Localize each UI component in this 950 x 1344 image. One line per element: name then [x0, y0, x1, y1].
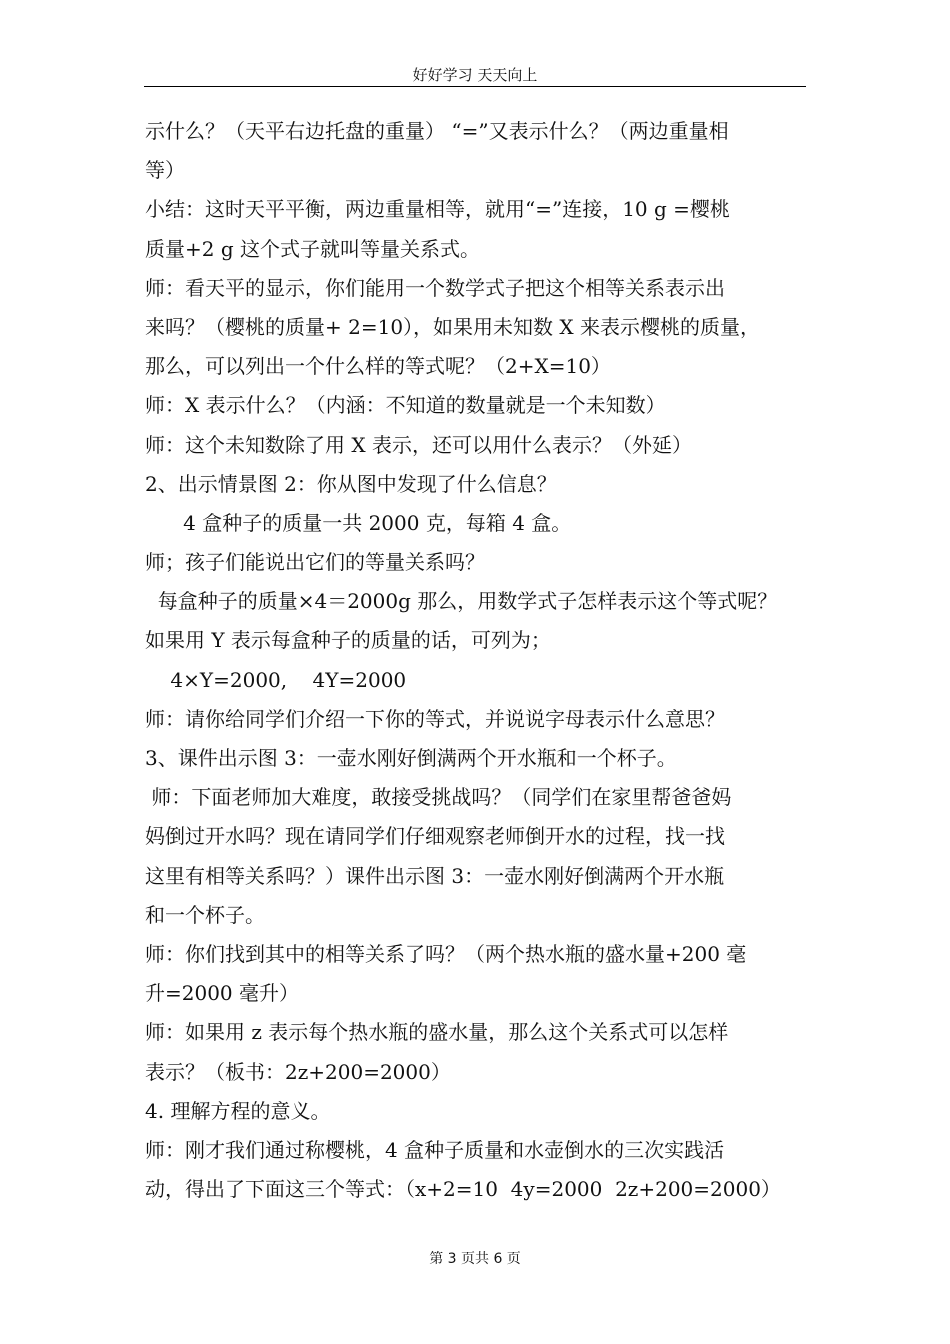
document-body — [145, 112, 825, 1209]
text-line: 3、课件出示图 3：一壶水刚好倒满两个开水瓶和一个杯子。 — [145, 746, 677, 770]
page-header: 好好学习 天天向上 — [412, 66, 538, 84]
header-divider — [144, 86, 806, 87]
text-line: 等） — [145, 158, 185, 183]
text-line: 表示？（板书：2z+200=2000） — [145, 1059, 451, 1084]
text-line: 师：刚才我们通过称樱桃，4 盒种子质量和水壶倒水的三次实践活 — [145, 1137, 725, 1162]
text-line: 师：看天平的显示，你们能用一个数学式子把这个相等关系表示出 — [145, 275, 725, 300]
text-line: 和一个杯子。 — [145, 902, 265, 927]
text-line: 师：如果用 z 表示每个热水瓶的盛水量，那么这个关系式可以怎样 — [145, 1020, 729, 1045]
text-line: 妈倒过开水吗？现在请同学们仔细观察老师倒开水的过程，找一找 — [145, 824, 725, 849]
text-line: 师：下面老师加大难度，敢接受挑战吗？（同学们在家里帮爸爸妈 — [145, 785, 732, 810]
text-line: 质量+2 g 这个式子就叫等量关系式。 — [145, 236, 480, 261]
text-line: 师：请你给同学们介绍一下你的等式，并说说字母表示什么意思？ — [145, 706, 725, 731]
text-line: 4. 理解方程的意义。 — [145, 1098, 331, 1123]
text-line: 2、出示情景图 2：你从图中发现了什么信息？ — [145, 471, 557, 496]
text-line: 师；孩子们能说出它们的等量关系吗？ — [145, 550, 485, 575]
text-line: 升=2000 毫升） — [145, 981, 300, 1006]
text-line: 这里有相等关系吗？）课件出示图 3：一壶水刚好倒满两个开水瓶 — [145, 863, 725, 888]
text-line: 动，得出了下面这三个等式：（x+2=10 4y=2000 2z+200=2000） — [145, 1177, 781, 1202]
text-line: 来吗？（樱桃的质量+ 2=10），如果用未知数 X 来表示樱桃的质量， — [145, 314, 760, 339]
text-line: 4 盒种子的质量一共 2000 克，每箱 4 盒。 — [145, 510, 572, 535]
page-footer: 第 3 页共 6 页 — [429, 1251, 521, 1267]
text-line: 每盒种子的质量×4＝2000g 那么，用数学式子怎样表示这个等式呢？ — [145, 589, 778, 614]
text-line: 小结：这时天平平衡，两边重量相等，就用“=”连接，10 g =樱桃 — [145, 197, 730, 222]
text-line: 师：X 表示什么？（内涵：不知道的数量就是一个未知数） — [145, 393, 666, 418]
text-line: 如果用 Y 表示每盒种子的质量的话，可列为； — [145, 628, 551, 653]
text-line: 师：你们找到其中的相等关系了吗？（两个热水瓶的盛水量+200 毫 — [145, 941, 747, 966]
text-line: 4×Y=2000, 4Y=2000 — [145, 667, 407, 692]
text-line: 师：这个未知数除了用 X 表示，还可以用什么表示？（外延） — [145, 432, 692, 457]
text-line: 那么，可以列出一个什么样的等式呢？（2+X=10） — [145, 354, 611, 379]
text-line: 示什么？（天平右边托盘的重量） “=”又表示什么？（两边重量相 — [145, 119, 729, 143]
